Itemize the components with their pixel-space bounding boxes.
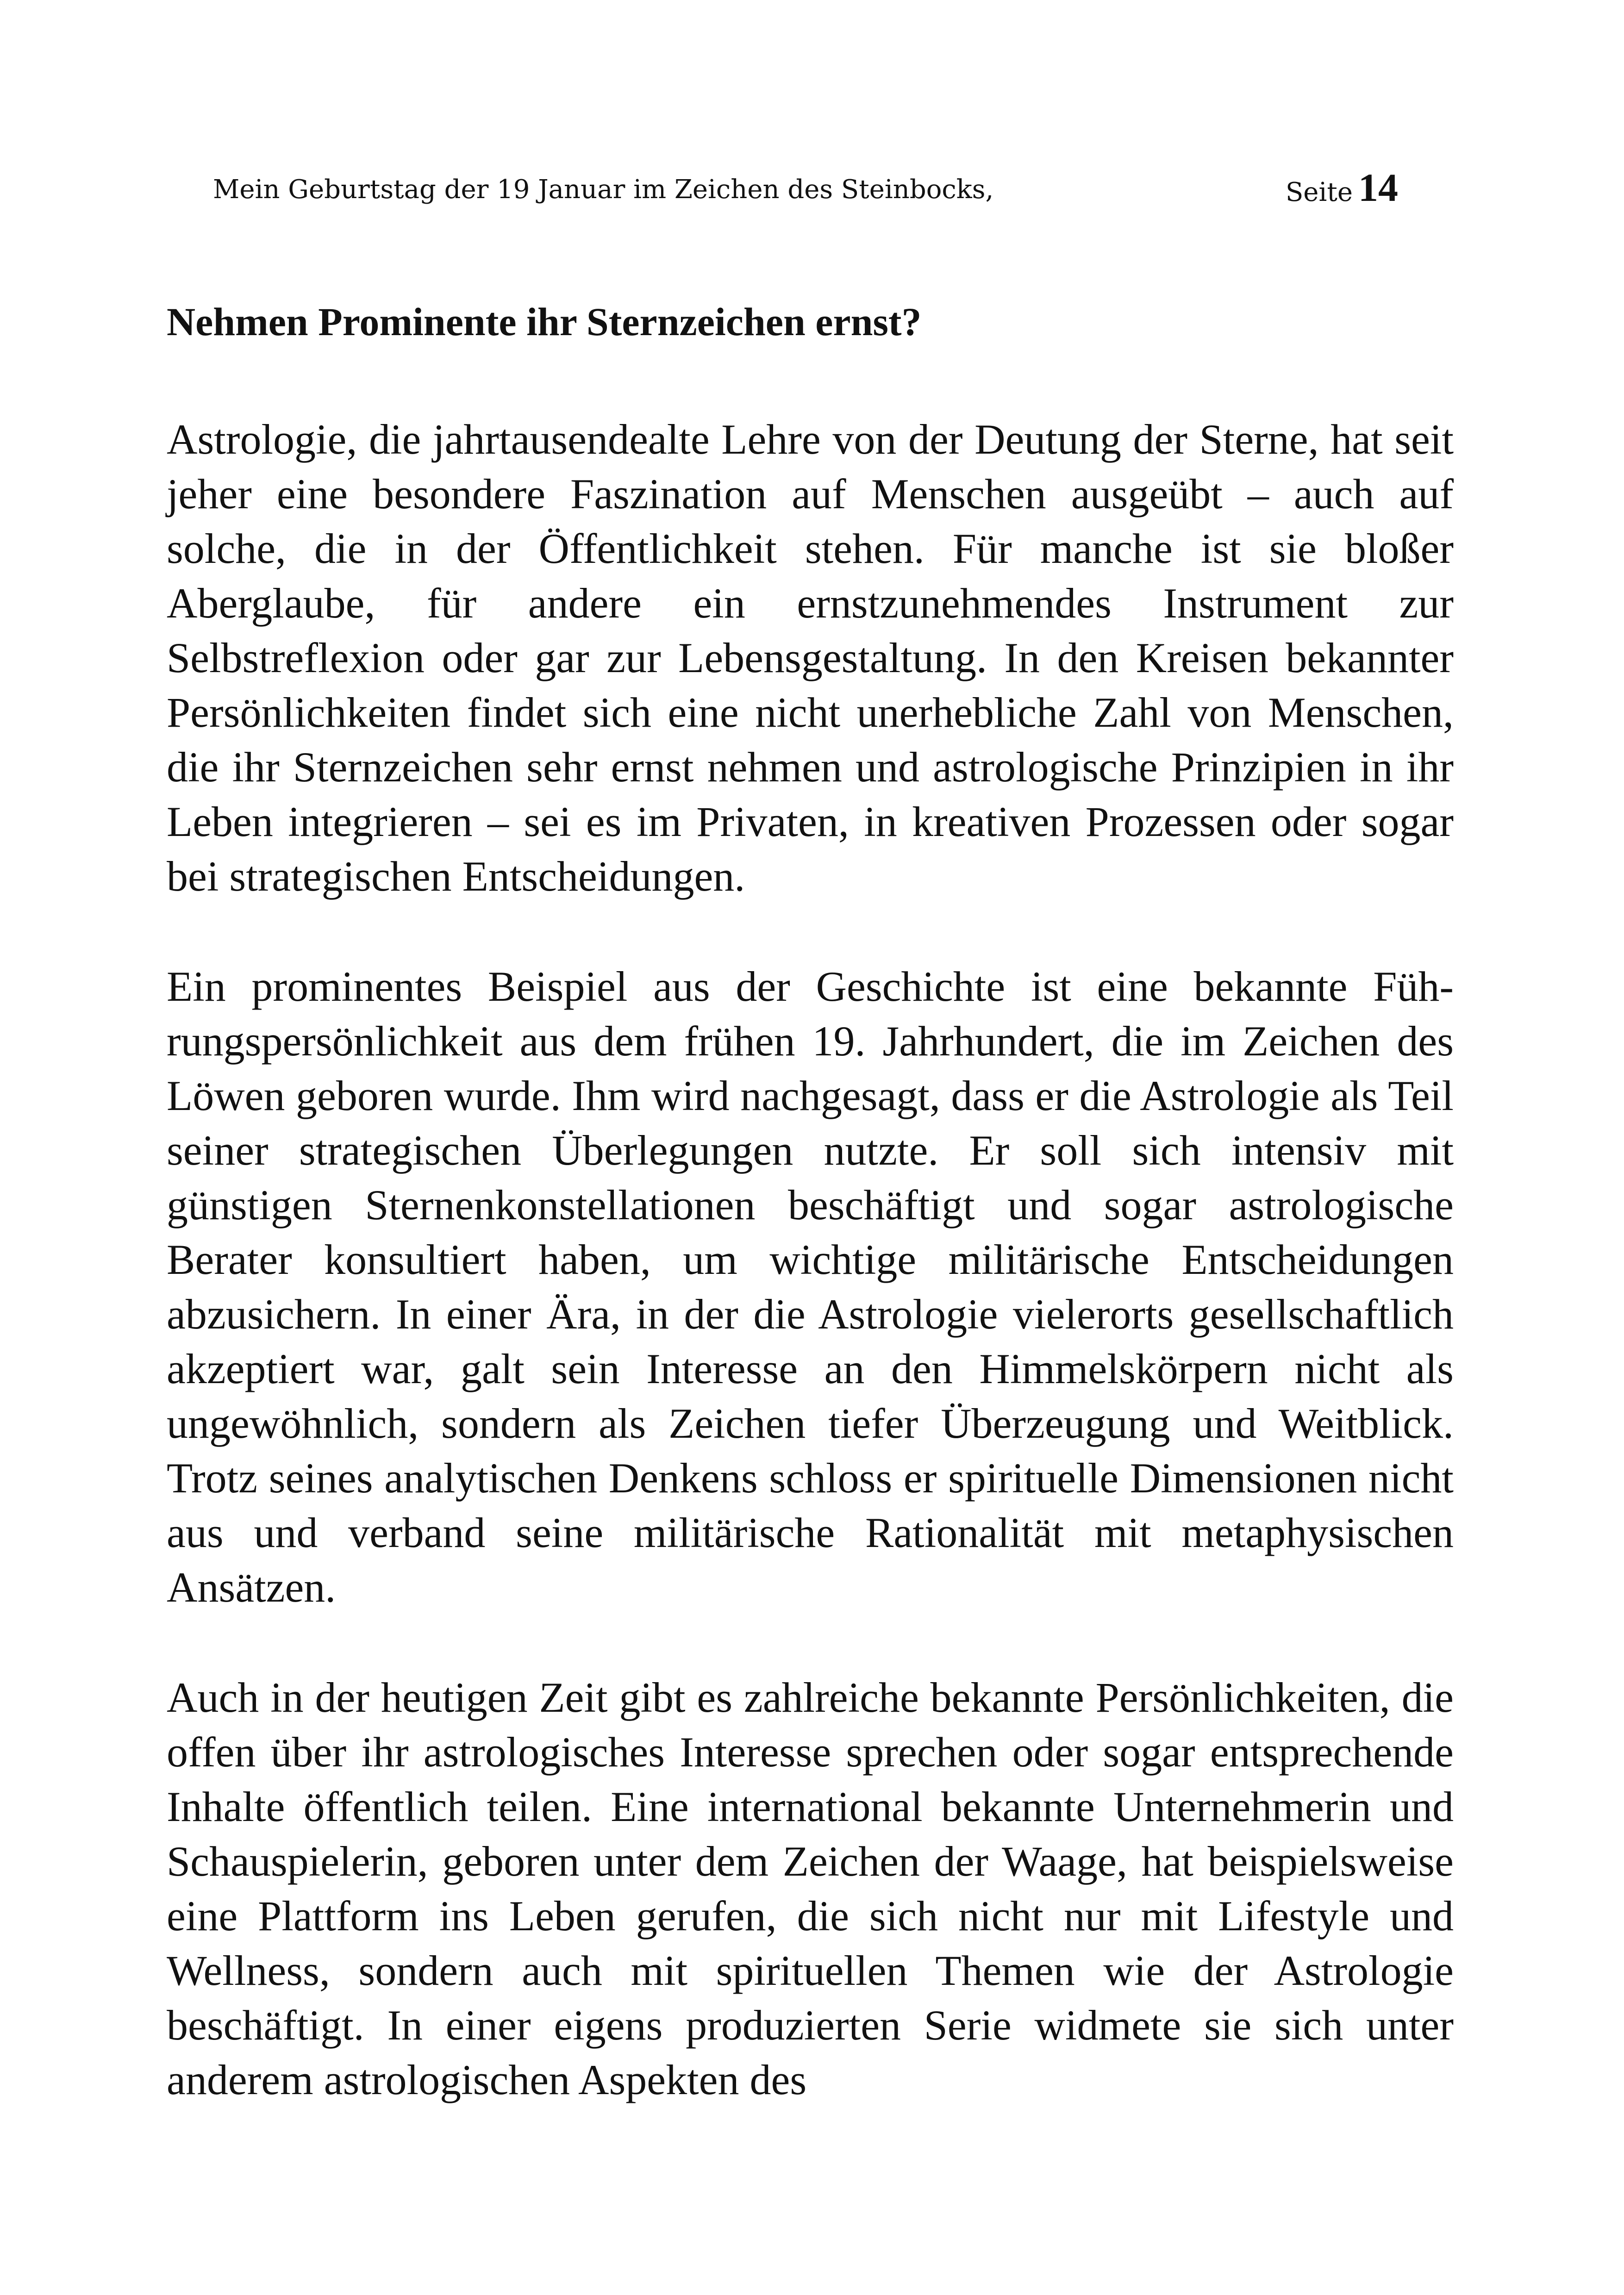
page-label: Seite	[1285, 177, 1353, 207]
article-heading: Nehmen Prominente ihr Sternzeichen ernst?	[167, 299, 922, 344]
page-number: 14	[1358, 165, 1398, 210]
page-reference	[1286, 167, 1398, 220]
paragraph-1: Astrologie, die jahrtausendealte Lehre von der Deutung der Sterne, hat seit jeher eine besondere Faszination auf Menschen ausgeübt – auch auf solche, die in der Öffentlichkeit stehen. Für manche ist sie bloßer Aberglaube, für andere ein ernstzunehmendes Instrument zur Selbstreflexion oder gar zur Lebensgestaltung. In den Kreisen bekannter Persönlichkeiten findet sich eine nicht unerhebliche Zahl von Menschen, die ihr Sternzeichen sehr ernst nehmen und astrologische Prinzipien in ihr Leben integrieren – sei es im Privaten, in kreativen Prozessen oder sogar bei strategischen Entscheidungen.	[167, 416, 1454, 900]
running-title: Mein Geburtstag der 19 Januar im Zeichen des Steinbocks,	[213, 175, 994, 205]
page-header	[213, 167, 1398, 222]
article-body	[167, 296, 1454, 2107]
paragraph-2: Ein prominentes Beispiel aus der Geschichte ist eine bekannte Führungspersönlichkeit aus dem frühen 19. Jahrhundert, die im Zeichen des Löwen geboren wurde. Ihm wird nachgesagt, dass er die Astrologie als Teil seiner strategischen Überlegungen nutzte. Er soll sich intensiv mit günstigen Sternenkonstellationen beschäftigt und sogar astrologische Berater konsultiert haben, um wichtige militärische Entscheidungen abzusichern. In einer Ära, in der die Astrologie vielerorts gesellschaftlich akzeptiert war, galt sein Interesse an den Himmelskörpern nicht als ungewöhnlich, sondern als Zeichen tiefer Überzeugung und Weitblick. Trotz seines analytischen Denkens schloss er spirituelle Dimensionen nicht aus und verband seine militärische Rationalität mit metaphysischen Ansätzen.	[167, 963, 1454, 1611]
paragraph-3: Auch in der heutigen Zeit gibt es zahlreiche bekannte Persönlichkeiten, die offen über ihr astrologisches Interesse sprechen oder sogar entsprechende Inhalte öffentlich teilen. Eine international bekannte Unternehmerin und Schauspielerin, geboren unter dem Zeichen der Waage, hat beispielsweise eine Plattform ins Leben gerufen, die sich nicht nur mit Lifestyle und Wellness, sondern auch mit spirituellen Themen wie der Astrologie beschäftigt. In einer eigens produzierten Serie widmete sie sich unter anderem astrologischen Aspekten des	[167, 1674, 1454, 2103]
